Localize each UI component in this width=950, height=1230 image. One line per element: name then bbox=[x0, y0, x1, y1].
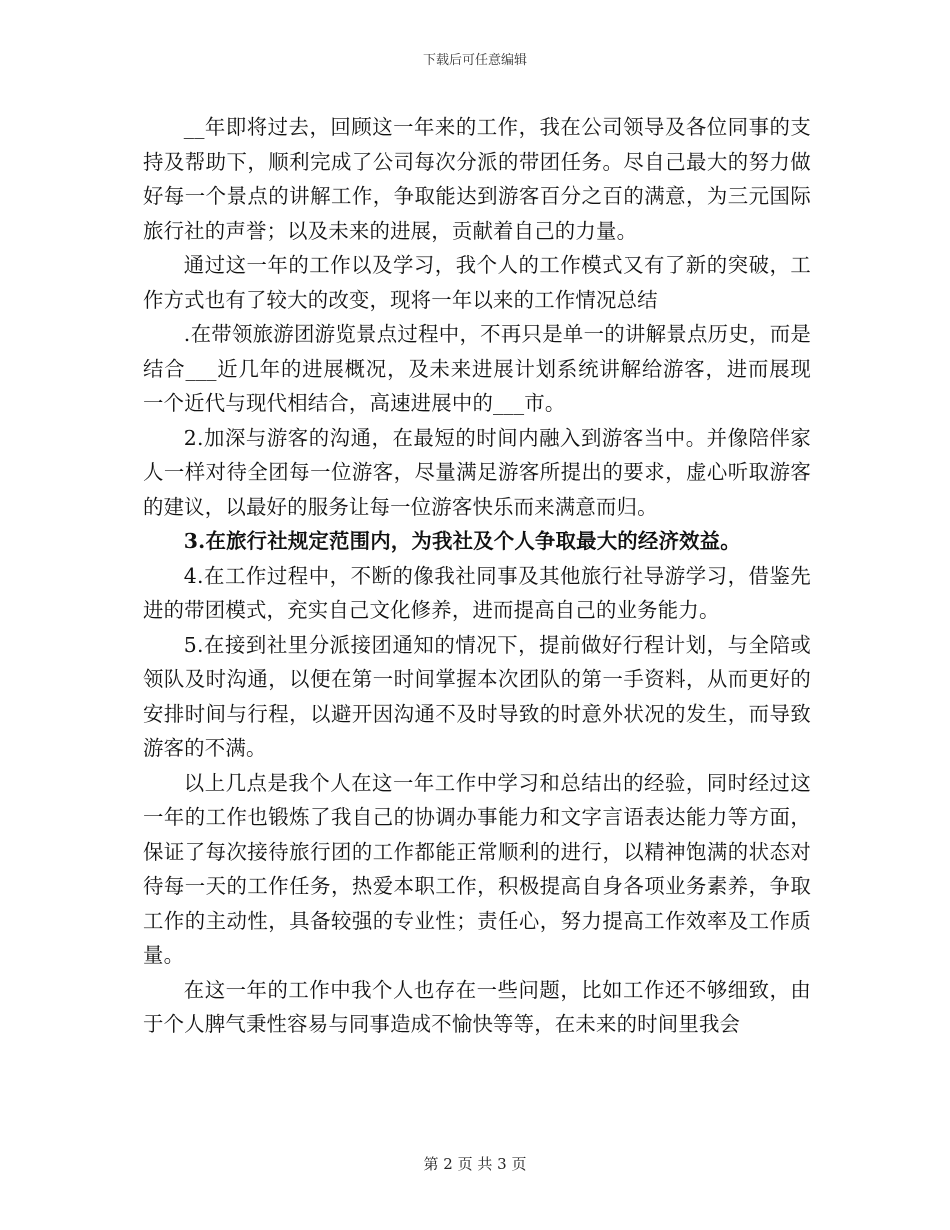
page-header: 下载后可任意编辑 bbox=[422, 53, 527, 68]
paragraph-issues: 在这一年的工作中我个人也存在一些问题，比如工作还不够细致，由于个人脾气秉性容易与同事造成不愉快等等，在未来的时间里我会 bbox=[143, 977, 811, 1036]
paragraph-experience: 以上几点是我个人在这一年工作中学习和总结出的经验，同时经过这一年的工作也锻炼了我自己的协调办事能力和文字言语表达能力等方面，保证了每次接待旅行团的工作都能正常顺利的进行，以精神饱满的状态对待每一天的工作任务，热爱本职工作，积极提高自身各项业务素养，争取工作的主动性，具备较强的专业性；责任心，努力提高工作效率及工作质量。 bbox=[143, 770, 811, 967]
paragraph-point-3: 3.在旅行社规定范围内，为我社及个人争取最大的经济效益。 bbox=[183, 529, 741, 553]
paragraph-point-2: 2.加深与游客的沟通，在最短的时间内融入到游客当中。并像陪伴家人一样对待全团每一位游客，尽量满足游客所提出的要求，虚心听取游客的建议，以最好的服务让每一位游客快乐而来满意而归。 bbox=[143, 425, 811, 519]
paragraph-point-1: .在带领旅游团游览景点过程中，不再只是单一的讲解景点历史，而是结合___近几年的进展概况，及未来进展计划系统讲解给游客，进而展现一个近代与现代相结合，高速进展中的___市。 bbox=[143, 322, 811, 415]
paragraph-intro: __年即将过去，回顾这一年来的工作，我在公司领导及各位同事的支持及帮助下，顺利完成了公司每次分派的带团任务。尽自己最大的努力做好每一个景点的讲解工作，争取能达到游客百分之百的满意，为三元国际旅行社的声誉；以及未来的进展，贡献着自己的力量。 bbox=[143, 115, 811, 243]
document-body bbox=[143, 110, 811, 1042]
page-footer: 第 2 页 共 3 页 bbox=[423, 1155, 527, 1173]
paragraph-point-4: 4.在工作过程中，不断的像我社同事及其他旅行社导游学习，借鉴先进的带团模式，充实自己文化修养，进而提高自己的业务能力。 bbox=[143, 563, 811, 622]
paragraph-point-5: 5.在接到社里分派接团通知的情况下，提前做好行程计划，与全陪或领队及时沟通，以便在第一时间掌握本次团队的第一手资料，从而更好的安排时间与行程，以避开因沟通不及时导致的时意外状况的发生，而导致游客的不满。 bbox=[143, 632, 811, 760]
paragraph-summary-lead: 通过这一年的工作以及学习，我个人的工作模式又有了新的突破，工作方式也有了较大的改变，现将一年以来的工作情况总结 bbox=[143, 253, 811, 312]
